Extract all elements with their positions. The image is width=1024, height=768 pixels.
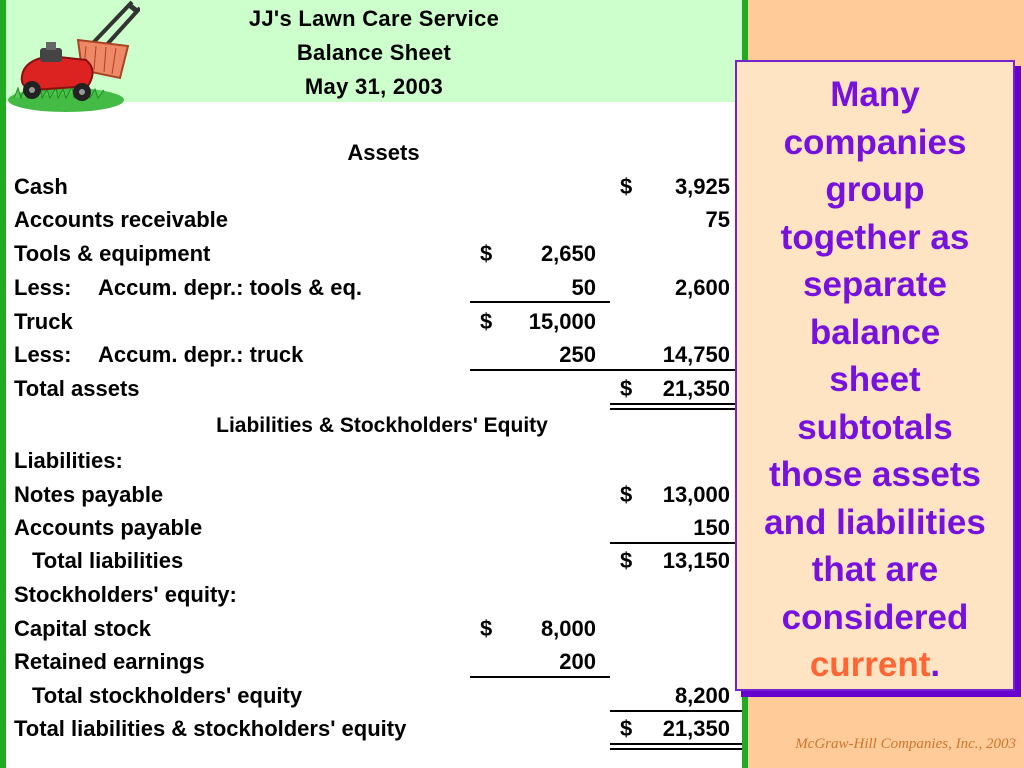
total-equity-row [6,681,742,711]
tools-net-total: 2,600 [674,275,730,300]
capital-stock-row [6,614,742,644]
liabilities-subheading: Liabilities: [14,448,123,473]
callout-line: separate [803,265,947,304]
liabilities-heading-row [6,412,742,442]
double-underline [610,743,742,750]
tools-dollar-sign: $ [480,241,493,266]
truck-row [6,307,742,337]
retained-earnings-amount: 200 [559,649,596,674]
callout-line: sheet [829,360,921,399]
tools-row [6,239,742,269]
callout-line: Many [830,75,920,114]
truck-depreciation-amount: 250 [559,342,596,367]
statement-title: Balance Sheet [296,40,452,65]
tools-depreciation-amount: 50 [571,275,596,300]
truck-depreciation-label [14,342,303,368]
underline [610,542,742,544]
accounts-payable-label: Accounts payable [14,515,203,540]
liabilities-equity-heading: Liabilities & Stockholders' Equity [216,414,548,437]
callout-line: together as [780,217,970,257]
copyright-footer: McGraw-Hill Companies, Inc., 2003 [795,736,1016,752]
truck-dollar-sign: $ [480,309,493,334]
total-liabilities-dollar-sign: $ [620,548,633,573]
total-liabilities-value: 13,150 [662,548,730,573]
callout-box [735,60,1015,691]
underline [470,301,610,303]
truck-amount: 15,000 [528,309,596,334]
callout-line: balance [809,312,941,352]
tools-label: Tools & equipment [14,241,211,266]
total-assets-value: 21,350 [662,376,730,401]
total-liabilities-row [6,546,742,576]
statement-date: May 31, 2003 [304,74,444,99]
less-prefix: Less: [14,342,72,367]
receivable-label: Accounts receivable [14,207,228,232]
callout-line: group [825,170,925,209]
total-assets-row [6,374,742,404]
grand-total-label: Total liabilities & stockholders' equity [14,716,407,741]
cash-dollar-sign: $ [620,174,633,199]
tools-depreciation-text: Accum. depr.: tools & eq. [98,275,363,300]
callout-line: companies [783,122,967,162]
grand-total-value: 21,350 [662,716,730,741]
callout-line: those assets [768,455,982,494]
total-assets-dollar-sign: $ [620,376,633,401]
truck-depreciation-text: Accum. depr.: truck [98,342,304,367]
equity-subheading: Stockholders' equity: [14,582,237,607]
accounts-payable-total: 150 [693,515,730,540]
grand-total-row [6,714,742,744]
callout-last-line [737,641,1013,689]
equity-subheading-row [6,580,742,610]
retained-earnings-label: Retained earnings [14,649,205,674]
underline [610,710,742,712]
notes-payable-row [6,480,742,510]
callout-line: and liabilities [764,502,986,542]
grand-total-dollar-sign: $ [620,716,633,741]
assets-heading: Assets [347,140,420,165]
callout-line: subtotals [797,407,953,447]
less-prefix: Less: [14,275,72,300]
capital-stock-amount: 8,000 [540,616,596,641]
notes-payable-label: Notes payable [14,482,164,507]
callout-period: . [930,645,941,684]
company-name: JJ's Lawn Care Service [248,6,500,31]
callout-line: that are [811,550,939,589]
cash-label: Cash [14,174,68,199]
capital-stock-dollar-sign: $ [480,616,493,641]
tools-depreciation-label [14,275,362,301]
statement-header [6,0,742,102]
cash-total: 3,925 [674,174,730,199]
truck-label: Truck [14,309,73,334]
assets-heading-row [6,138,742,168]
receivable-row [6,205,742,235]
tools-amount: 2,650 [540,241,596,266]
capital-stock-label: Capital stock [14,616,151,641]
callout-line: considered [781,597,969,637]
total-equity-label: Total stockholders' equity [32,683,303,708]
accounts-payable-row [6,513,742,543]
truck-depreciation-row [6,340,742,370]
retained-earnings-row [6,647,742,677]
underline [470,676,610,678]
total-assets-label: Total assets [14,376,140,401]
total-equity-value: 8,200 [674,683,730,708]
notes-payable-dollar-sign: $ [620,482,633,507]
notes-payable-total: 13,000 [662,482,730,507]
tools-depreciation-row [6,273,742,303]
liabilities-subheading-row [6,446,742,476]
truck-net-total: 14,750 [662,342,730,367]
underline [610,369,742,371]
total-liabilities-label: Total liabilities [32,548,184,573]
underline [470,369,610,371]
receivable-total: 75 [705,207,730,232]
callout-accent-word: current [809,645,931,684]
double-underline [610,403,742,410]
cash-row [6,172,742,202]
